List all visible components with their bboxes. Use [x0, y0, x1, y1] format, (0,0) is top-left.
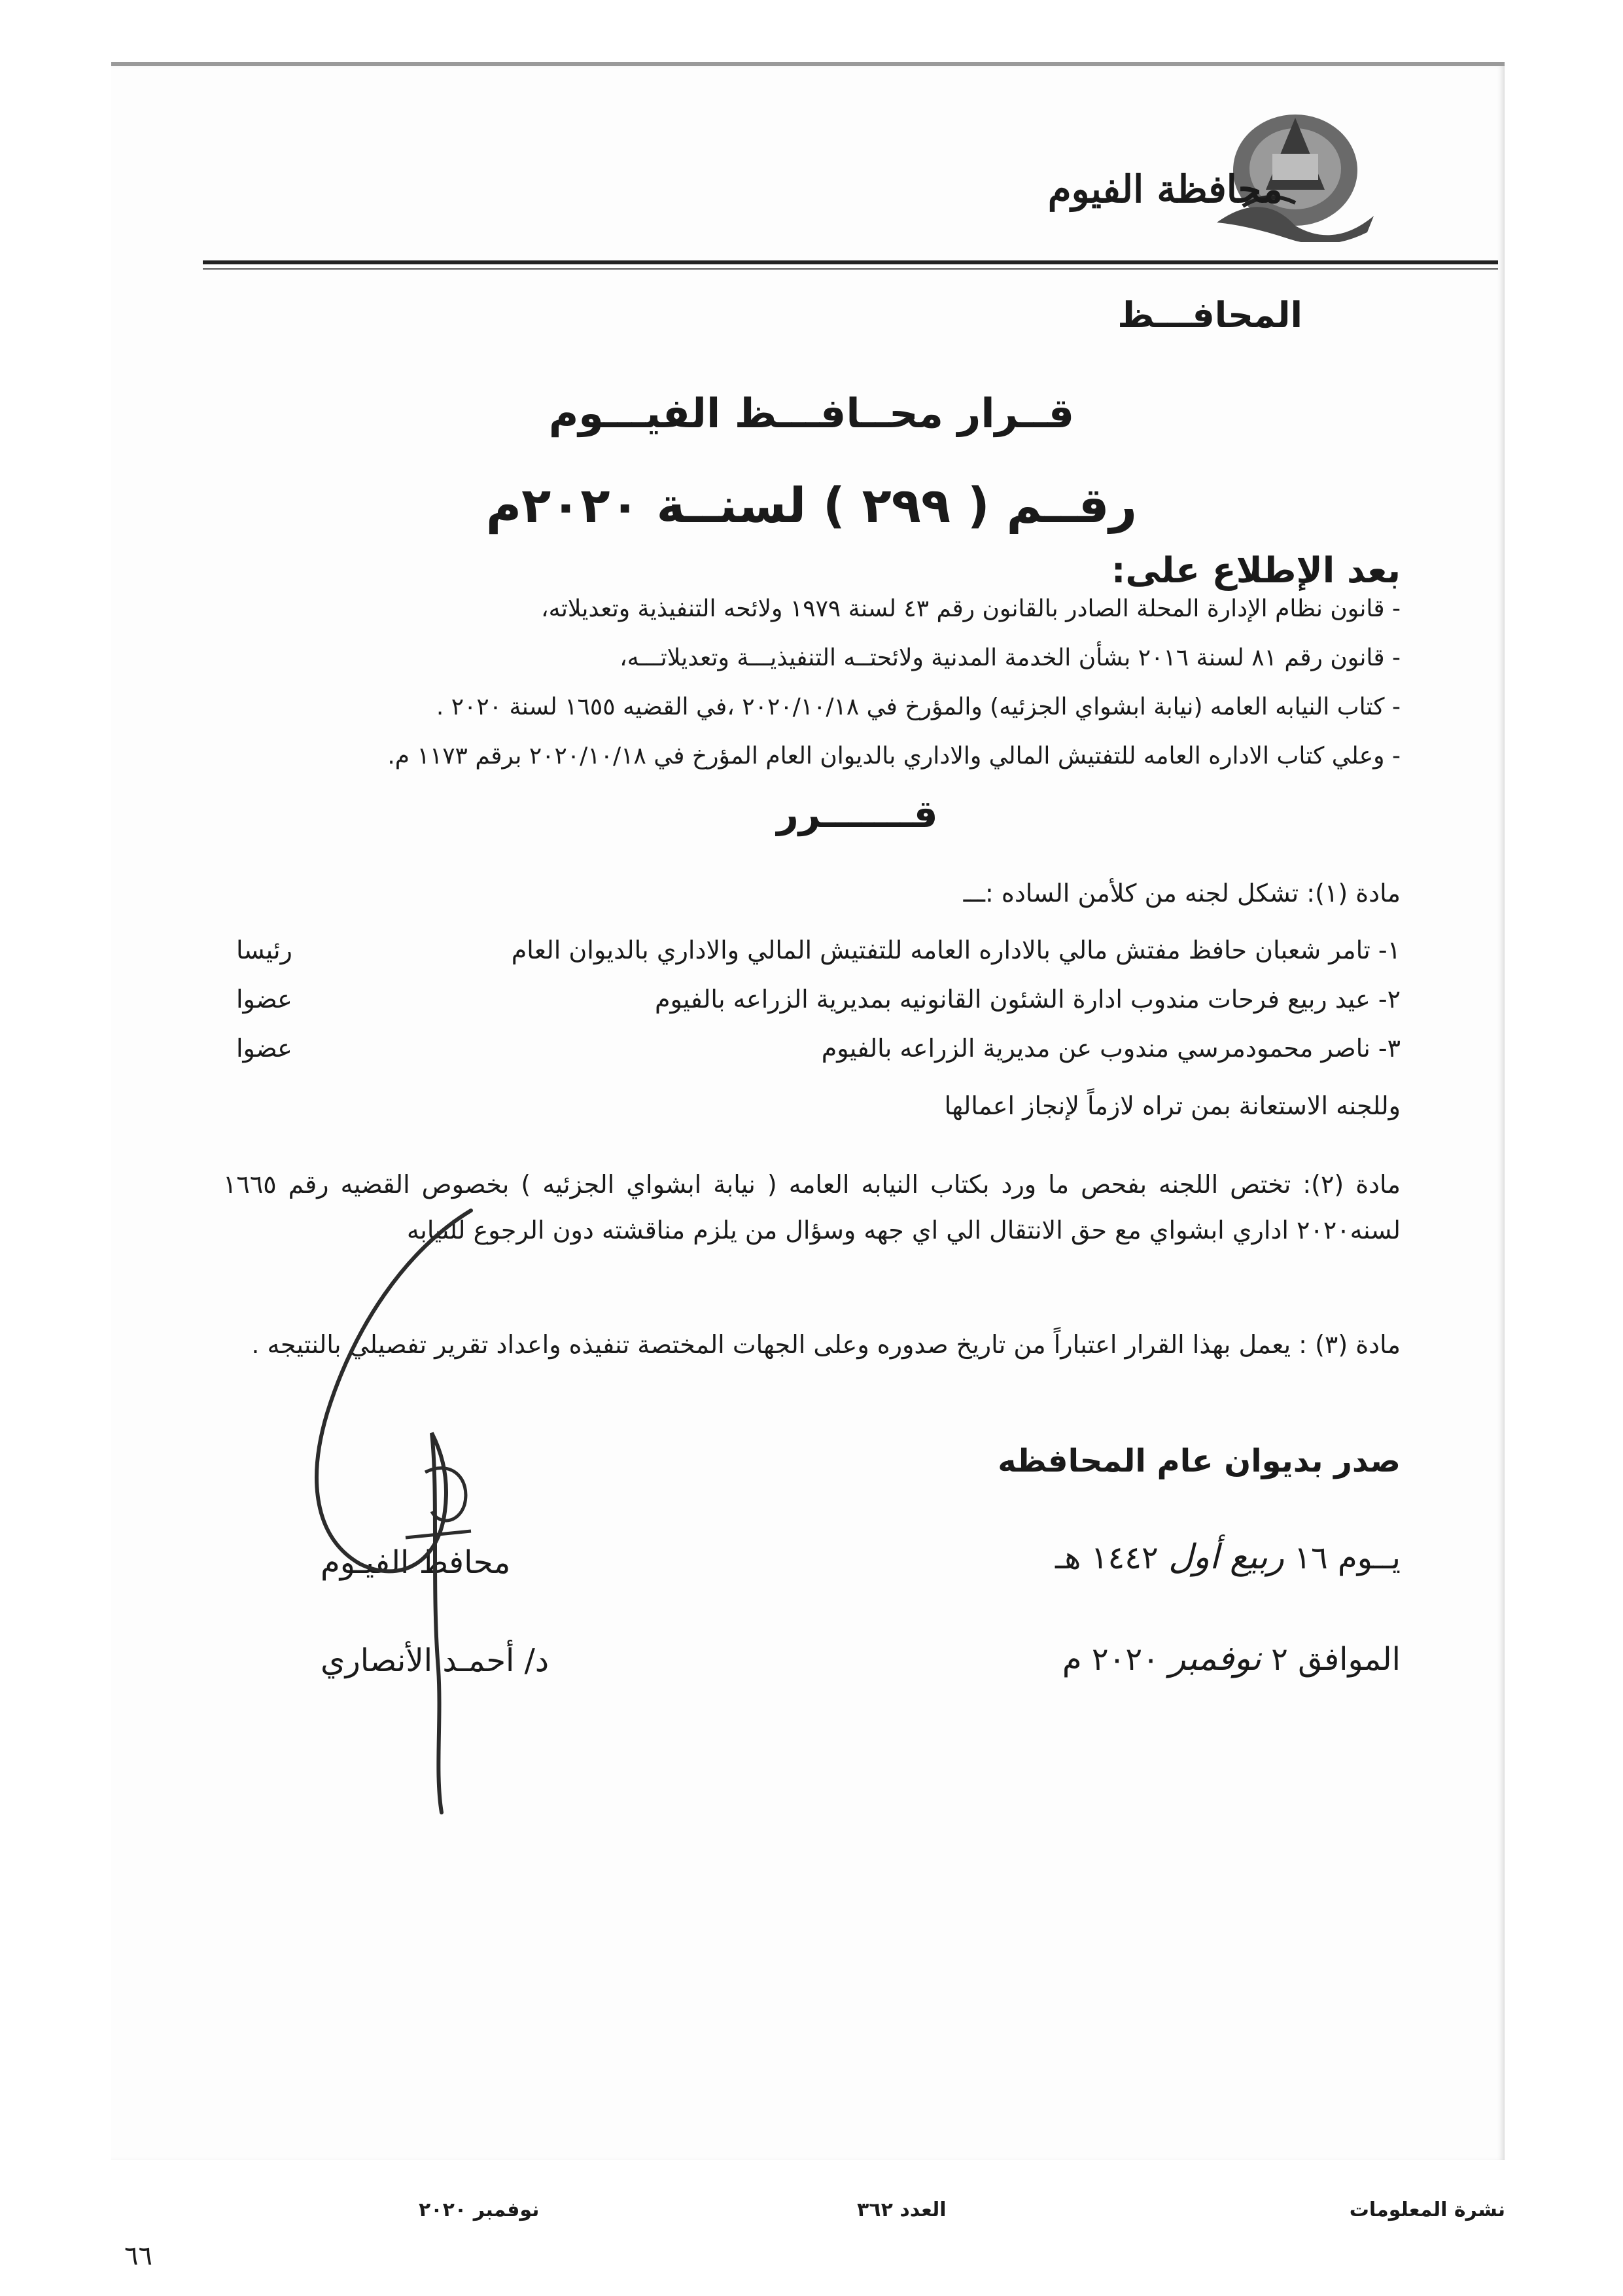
header-rule	[203, 260, 1498, 264]
member-role: رئيسا	[236, 936, 292, 964]
decision-title: قــرار محــافـــظ الفيـــوم	[548, 389, 1075, 437]
member-name: ٢- عيد ربيع فرحات مندوب ادارة الشئون القانونيه بمديرية الزراعه بالفيوم	[654, 985, 1401, 1014]
article-1-intro: مادة (١): تشكل لجنه من كلأمن الساده :ـــ	[963, 879, 1401, 908]
office-heading: المحافـــظ	[1117, 294, 1302, 336]
header-rule-thin	[203, 268, 1498, 270]
preamble-item: - كتاب النيابه العامه (نيابة ابشواي الجزئيه) والمؤرخ في ٢٠٢٠/١٠/١٨ ،في القضيه ١٦٥٥ لسنة ٢٠٢٠ .	[436, 694, 1401, 720]
signatory-name: د/ أحمـد الأنصاري	[321, 1642, 550, 1679]
gregorian-date-prefix: الموافق ٢	[1271, 1641, 1401, 1678]
preamble-item: - قانون نظام الإدارة المحلة الصادر بالقانون رقم ٤٣ لسنة ١٩٧٩ ولائحه التنفيذية وتعديلاته،	[540, 595, 1401, 622]
preamble-heading: بعد الإطلاع على:	[1111, 550, 1401, 591]
article-2: مادة (٢): تختص اللجنه بفحص ما ورد بكتاب النيابه العامه ( نيابة ابشواي الجزئيه ) بخصوص القضيه رقم ١٦٦٥ لسنه٢٠٢٠ اداري ابشواي مع حق الانتقال الي اي جهه وسؤال من يلزم مناقشته دون الرجوع للنيابه	[223, 1170, 1401, 1245]
committee-member-row	[236, 936, 1401, 975]
page-number: ٦٦	[124, 2241, 152, 2271]
governorate-name: محافظة الفيوم	[1047, 167, 1283, 211]
issued-at: صدر بديوان عام المحافظه	[998, 1443, 1401, 1479]
gregorian-date	[1062, 1639, 1401, 1678]
member-name: ٣- ناصر محمودمرسي مندوب عن مديرية الزراعه بالفيوم	[821, 1034, 1401, 1063]
committee-member-row	[236, 985, 1401, 1024]
footer-month: نوفمبر ٢٠٢٠	[419, 2199, 540, 2221]
footer-publication: نشرة المعلومات	[1349, 2199, 1505, 2221]
gregorian-date-suffix: ٢٠٢٠ م	[1062, 1641, 1159, 1678]
hijri-date-prefix: يــوم ١٦	[1294, 1540, 1401, 1576]
gregorian-month-handwritten: نوفمبر	[1169, 1639, 1261, 1678]
member-role: عضوا	[236, 985, 292, 1014]
article-3: مادة (٣) : يعمل بهذا القرار اعتباراً من تاريخ صدوره وعلى الجهات المختصة تنفيذه واعداد تقرير تفصيلي بالنتيجه .	[251, 1330, 1401, 1359]
decision-number: رقــم ( ٢٩٩ ) لسنــة ٢٠٢٠م	[485, 478, 1138, 534]
preamble-item: - وعلي كتاب الاداره العامه للتفتيش المالي والاداري بالديوان العام المؤرخ في ٢٠٢٠/١٠/١٨ برقم ١١٧٣ م.	[387, 743, 1401, 769]
decides-heading: قـــــــرر	[777, 792, 938, 836]
member-name: ١- تامر شعبان حافظ مفتش مالي بالاداره العامه للتفتيش المالي والاداري بالديوان العام	[511, 936, 1401, 964]
signatory-title: محافظ الفيـوم	[321, 1544, 511, 1581]
article-1-note: وللجنه الاستعانة بمن تراه لازماً لإنجاز اعمالها	[944, 1091, 1401, 1120]
member-role: عضوا	[236, 1034, 292, 1063]
preamble-item: - قانون رقم ٨١ لسنة ٢٠١٦ بشأن الخدمة المدنية ولائحتــه التنفيذيـــة وتعديلاتـــه،	[620, 645, 1401, 671]
hijri-date	[1055, 1538, 1401, 1577]
hijri-month-handwritten: ربيع أول	[1168, 1538, 1284, 1577]
committee-member-row	[236, 1034, 1401, 1073]
hijri-date-suffix: ١٤٤٢ هـ	[1055, 1540, 1159, 1576]
footer-issue: العدد ٣٦٢	[857, 2199, 947, 2221]
